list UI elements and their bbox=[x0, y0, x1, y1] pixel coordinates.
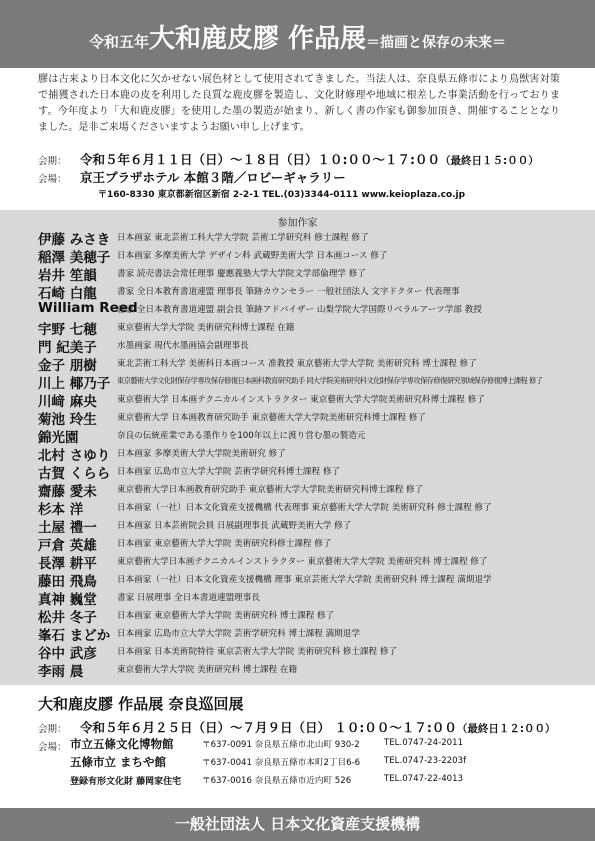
artist-row bbox=[38, 444, 578, 462]
venue-name: 登録有形文化財 藤岡家住宅 bbox=[70, 777, 182, 787]
organizer-footer: 一般社団法人 日本文化資産支援機構 bbox=[0, 808, 595, 841]
artist-description: 日本画家 広島市立大学大学院 芸術学研究科博士課程 修了 bbox=[117, 467, 341, 477]
venue-address: 〒637-0091 奈良県五條市北山町 930-2 bbox=[202, 740, 360, 750]
artist-row bbox=[38, 426, 578, 444]
artist-row bbox=[38, 516, 578, 534]
tokyo-period-note: （最終日１５:００） bbox=[440, 155, 539, 167]
tour-period-label: 会期： bbox=[38, 724, 67, 735]
artist-description: 日本画家 多摩美術大学大学院美術研究 修了 bbox=[117, 449, 286, 459]
tour-venue-row bbox=[38, 754, 568, 772]
artist-row bbox=[38, 246, 578, 264]
artist-name: 谷中 武彦 bbox=[38, 646, 97, 662]
artist-name: 齋藤 愛未 bbox=[38, 484, 97, 500]
artist-row bbox=[38, 588, 578, 606]
artist-name: 古賀 くらら bbox=[38, 466, 111, 482]
tokyo-period-row bbox=[38, 150, 568, 168]
tour-venue-row bbox=[38, 736, 568, 754]
tokyo-address-row bbox=[38, 186, 568, 204]
header-title-line bbox=[0, 18, 595, 55]
artist-name: 石崎 白龍 bbox=[38, 286, 97, 302]
tour-period-note: （最終日１２:００） bbox=[456, 723, 556, 735]
artist-name: 錦光園 bbox=[38, 430, 79, 446]
artist-name: 稲澤 美穂子 bbox=[38, 250, 111, 266]
tokyo-period: 令和５年６月１１日（日）～１８日（日）１０:００～１７:００（最終日１５:００） bbox=[80, 152, 539, 167]
artist-name: 藤田 飛鳥 bbox=[38, 574, 97, 590]
artist-list bbox=[38, 228, 578, 678]
tokyo-address: 〒160-8330 東京都新宿区新宿 2-2-1 TEL.(03)3344-0111 www.keioplaza.co.jp bbox=[98, 190, 466, 200]
artist-name: 門 紀美子 bbox=[38, 340, 97, 356]
artist-description: 東京藝術大学大学院 美術研究科博士課程 在籍 bbox=[117, 323, 295, 333]
artist-name: 金子 朋樹 bbox=[38, 358, 97, 374]
artist-description: 日本画家 多摩美術大学 デザイン科 武蔵野美術大学 日本画コース 修了 bbox=[117, 251, 388, 261]
artist-description: 日本画家（一社）日本文化資産支援機構 代表理事 東京藝術大学大学院 美術研究科 修士課程 修了 bbox=[117, 503, 492, 513]
artist-row bbox=[38, 462, 578, 480]
artist-description: 日本画家 日本芸術院会員 日展副理事長 武蔵野美術大学 修了 bbox=[117, 521, 352, 531]
period-label: 会期： bbox=[38, 156, 67, 167]
artist-row bbox=[38, 300, 578, 318]
artist-description: 日本画家 東北芸術工科大学大学院 芸術工学研究科 修士課程 修了 bbox=[117, 233, 369, 243]
venue-name: 五條市立 まちや館 bbox=[70, 755, 167, 769]
artist-name: 川﨑 麻央 bbox=[38, 394, 97, 410]
artist-name: 岩井 笙韻 bbox=[38, 268, 97, 284]
artist-description: 奈良の伝統産業である墨作りを100年以上に渡り営む墨の製造元 bbox=[117, 431, 366, 441]
tour-period-row bbox=[38, 718, 568, 736]
artist-description: 書家 全日本教育書道連盟 理事長 筆跡カウンセラー 一般社団法人 文字ドクター 代表理事 bbox=[117, 287, 460, 297]
artist-row bbox=[38, 534, 578, 552]
artist-name: 真神 巍堂 bbox=[38, 592, 97, 608]
artist-row bbox=[38, 606, 578, 624]
artist-name: 土屋 禮一 bbox=[38, 520, 97, 536]
artist-name: 伊藤 みさき bbox=[38, 232, 111, 248]
artist-description: 東京藝術大学大学院 美術研究科 博士課程 在籍 bbox=[117, 665, 298, 675]
artist-name: 峯石 まどか bbox=[38, 628, 111, 644]
artist-description: 日本画家（一社）日本文化資産支援機構 理事 東京芸術大学大学院 美術研究科 博士課程 満期退学 bbox=[117, 575, 492, 585]
artist-row bbox=[38, 624, 578, 642]
intro-text: 膠は古来より日本文化に欠かせない展色材として使用されてきました。当法人は、奈良県五條市により鳥獣害対策で捕獲された日本鹿の皮を利用した良質な鹿皮膠を製造し、文化財修理や地域に根差した事業活動を行っております。今年度より「大和鹿皮膠」を使用した墨の製造が始まり、新しく書の作家も御参加頂き、開催することとなりました。是非ご来場くださいますようお願い申し上げます。 bbox=[38, 74, 560, 133]
artist-description: 書家 読売書法会常任理事 慶應義塾大学大学院文学部倫理学 修了 bbox=[117, 269, 366, 279]
artist-name: 李雨 晨 bbox=[38, 664, 84, 680]
venue-address: 〒637-0016 奈良県五條市近内町 526 bbox=[202, 776, 352, 786]
artist-row bbox=[38, 552, 578, 570]
artists-heading: 参加作家 bbox=[277, 218, 318, 229]
artist-row bbox=[38, 498, 578, 516]
artist-name: 菊池 玲生 bbox=[38, 412, 97, 428]
venue-phone: TEL.0747-22-4013 bbox=[384, 774, 464, 784]
artist-description: 東北芸術工科大学 美術科日本画コース 准教授 東京藝術大学大学院 美術研究科 博士課程 修了 bbox=[117, 359, 477, 369]
artist-description: 日本画家 東京藝術大学大学院 美術研究科 博士課程 修了 bbox=[117, 611, 335, 621]
tour-period: 令和５年６月２５日（日）～７月９日（日） １０:００～１７:００（最終日１２:００） bbox=[80, 720, 556, 735]
artist-row bbox=[38, 570, 578, 588]
tokyo-venue: 京王プラザホテル 本館３階／ロビーギャラリー bbox=[80, 170, 346, 185]
artist-row bbox=[38, 318, 578, 336]
tokyo-schedule bbox=[38, 150, 568, 204]
artist-description: 日本画家 広島市立大学大学院 芸術学研究科 博士課程 満期退学 bbox=[117, 629, 360, 639]
artist-row bbox=[38, 390, 578, 408]
artist-row bbox=[38, 228, 578, 246]
artist-description: 書家 日展理事 全日本書道連盟理事長 bbox=[117, 593, 260, 603]
artist-row bbox=[38, 408, 578, 426]
artist-name: 川上 椰乃子 bbox=[38, 376, 111, 392]
artist-description: 東京藝術大学 日本画教育研究助手 東京藝術大学大学院美術研究科博士課程 修了 bbox=[117, 413, 426, 423]
artist-description: 日本画家 日本美術院特待 東京芸術大学大学院 美術研究科 修士課程 修了 bbox=[117, 647, 398, 657]
artist-description: 東京藝術大学日本画教育研究助手 東京藝術大学大学院美術研究科博士課程 修了 bbox=[117, 485, 424, 495]
artist-description: 書家 全日本教育書道連盟 副会長 筆跡アドバイザー 山梨学院大学国際リベラルアーツ学部 教授 bbox=[117, 305, 482, 315]
artist-row bbox=[38, 480, 578, 498]
venue-address: 〒637-0041 奈良県五條市本町2丁目6-6 bbox=[202, 758, 361, 768]
artist-row bbox=[38, 264, 578, 282]
header-era: 令和五年 bbox=[88, 33, 149, 51]
tour-venue-row bbox=[38, 772, 568, 790]
artist-row bbox=[38, 372, 578, 390]
venue-label: 会場： bbox=[38, 174, 67, 185]
exhibition-subtitle: ＝描画と保存の未来＝ bbox=[366, 35, 507, 51]
artist-description: 東京藝術大学文化財保存学専攻保存修復日本画科教育研究助手 同大学院美術研究科文化財保存学専攻保存修復研究領域保存修復博士課程 修了 bbox=[117, 376, 543, 385]
artist-name: 北村 さゆり bbox=[38, 448, 111, 464]
tour-title: 大和鹿皮膠 作品展 奈良巡回展 bbox=[38, 695, 244, 713]
venue-phone: TEL.0747-23-2203f bbox=[384, 756, 467, 766]
tour-schedule bbox=[38, 718, 568, 790]
artist-description: 東京藝術大学 日本画テクニカルインストラクター 東京藝術大学大学院美術研究科博士課程 修了 bbox=[117, 395, 485, 405]
venue-name: 市立五條文化博物館 bbox=[70, 737, 174, 751]
artist-description: 水墨画家 現代水墨画協会副理事長 bbox=[117, 341, 249, 351]
tour-venue-list bbox=[38, 736, 568, 790]
artist-row bbox=[38, 282, 578, 300]
exhibition-title: 大和鹿皮膠 作品展 bbox=[148, 24, 367, 54]
artist-description: 日本画家 東京藝術大学大学院 美術研究科修士課程 修了 bbox=[117, 539, 332, 549]
page-header bbox=[0, 0, 595, 68]
artist-description: 東京藝術大学日本画テクニカルインストラクター 東京藝術大学大学院 美術研究科 博士課程 修了 bbox=[117, 557, 488, 567]
artist-row bbox=[38, 336, 578, 354]
artist-row bbox=[38, 642, 578, 660]
artist-name: 松井 冬子 bbox=[38, 610, 97, 626]
artist-name: 長澤 耕平 bbox=[38, 556, 97, 572]
artist-row bbox=[38, 354, 578, 372]
tour-venue-label: 会場： bbox=[38, 742, 67, 753]
artist-row bbox=[38, 660, 578, 678]
artist-name: William Reed bbox=[38, 300, 138, 316]
tokyo-venue-row bbox=[38, 168, 568, 186]
artist-name: 戸倉 英雄 bbox=[38, 538, 97, 554]
artist-name: 宇野 七穂 bbox=[38, 322, 97, 338]
venue-phone: TEL.0747-24-2011 bbox=[384, 738, 464, 748]
artist-name: 杉本 洋 bbox=[38, 502, 84, 518]
